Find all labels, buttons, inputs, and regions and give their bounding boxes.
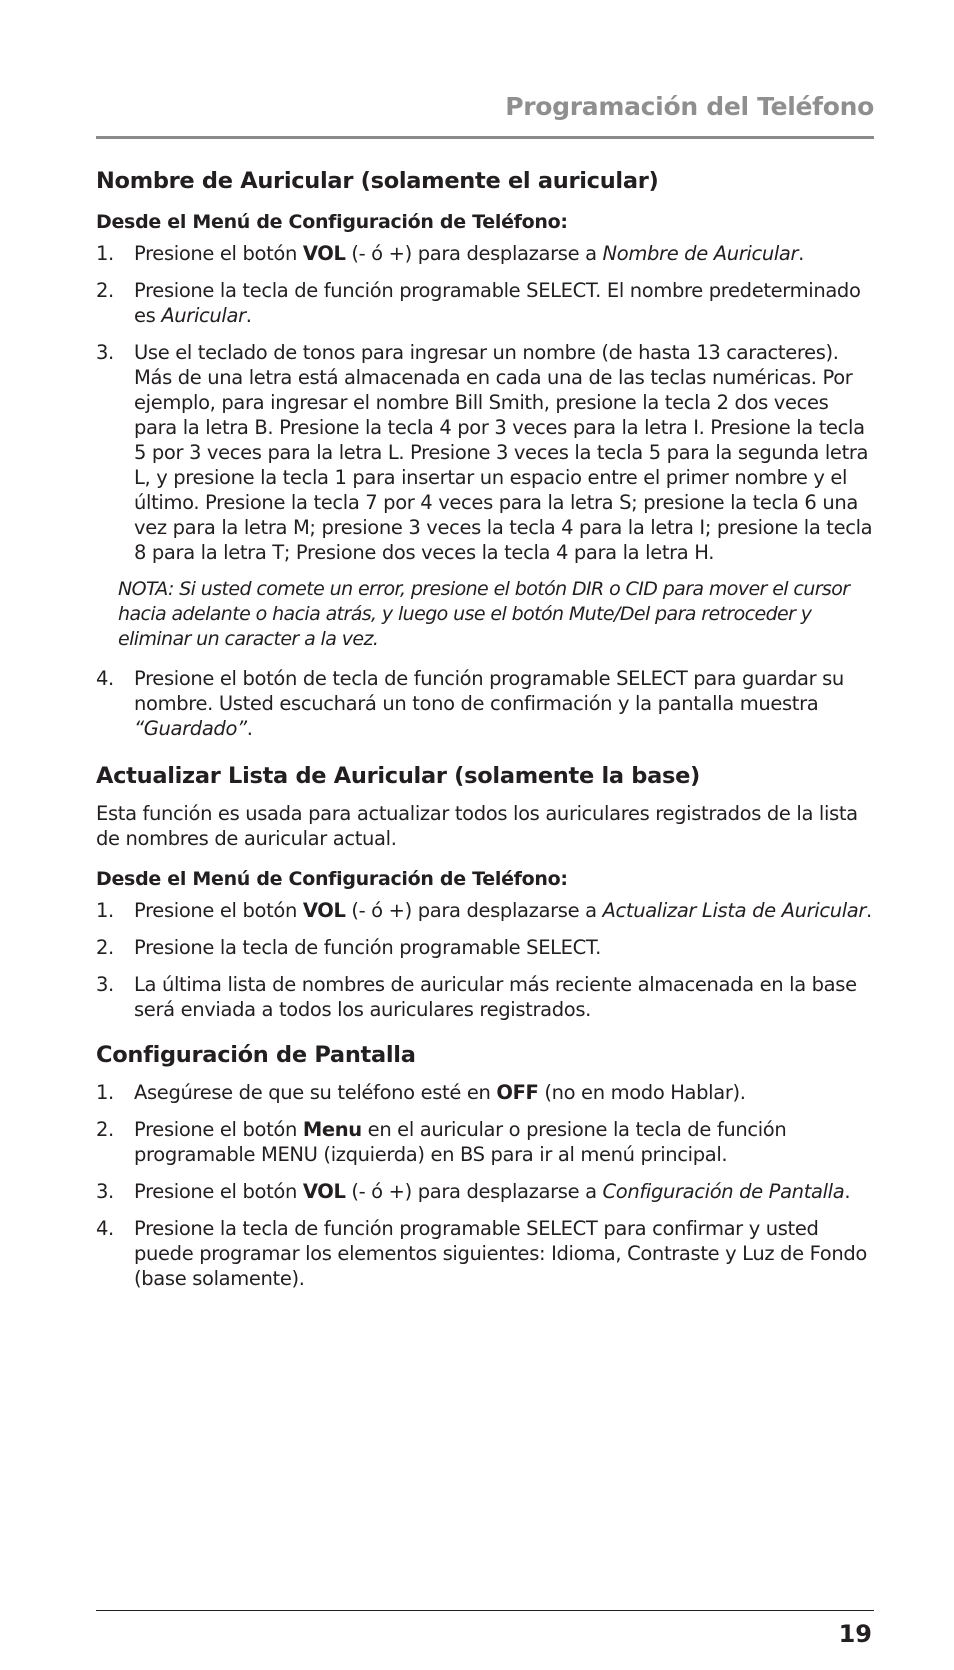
step-text: (- ó +) para desplazarse a: [345, 899, 603, 922]
list-item: [96, 278, 874, 328]
step-text: La última lista de nombres de auricular más reciente almacenada en la base será enviada a todos los auriculares registrados.: [134, 973, 857, 1021]
step-text: Presione la tecla de función programable SELECT. El nombre predeterminado es: [134, 279, 861, 327]
list-item: [96, 898, 874, 923]
step-text: .: [246, 717, 253, 740]
step-text: Presione la tecla de función programable SELECT.: [134, 936, 602, 959]
list-item: [96, 935, 874, 960]
step-text: Presione el botón: [134, 899, 303, 922]
list-item: [96, 1080, 874, 1105]
step-text: (no en modo Hablar).: [538, 1081, 746, 1104]
menu-target: Configuración de Pantalla: [602, 1180, 845, 1203]
key-label: OFF: [496, 1081, 539, 1104]
section-subheading: Desde el Menú de Configuración de Teléfono:: [96, 868, 568, 890]
step-text: Presione el botón: [134, 1180, 303, 1203]
step-number: 1.: [96, 242, 114, 265]
list-item: [96, 1117, 874, 1167]
key-label: Menu: [302, 1118, 362, 1141]
step-text: Asegúrese de que su teléfono esté en: [134, 1081, 497, 1104]
step-number: 2.: [96, 1118, 114, 1141]
step-text: Presione el botón de tecla de función programable SELECT para guardar su nombre. Usted escuchará un tono de confirmación y la pantalla muestra: [134, 667, 844, 715]
menu-target: Auricular: [161, 304, 246, 327]
step-number: 3.: [96, 341, 114, 364]
section-heading-configuracion-pantalla: Configuración de Pantalla: [96, 1042, 416, 1068]
page-content: [96, 166, 874, 1303]
step-number: 1.: [96, 1081, 114, 1104]
step-text: .: [844, 1180, 851, 1203]
step-text: .: [245, 304, 252, 327]
list-item: [96, 241, 874, 266]
step-number: 4.: [96, 1217, 114, 1240]
step-text: en el auricular o presione la tecla de función programable MENU (izquierda) en BS para ir al menú principal.: [134, 1118, 787, 1166]
step-number: 2.: [96, 936, 114, 959]
step-text: Presione la tecla de función programable SELECT para confirmar y usted puede programar los elementos siguientes: Idioma, Contraste y Luz de Fondo (base solamente).: [134, 1217, 867, 1290]
step-text: (- ó +) para desplazarse a: [345, 242, 603, 265]
step-number: 4.: [96, 667, 114, 690]
list-item: [96, 1216, 874, 1291]
step-text: .: [866, 899, 872, 922]
steps-list: [96, 898, 874, 1022]
menu-target: Nombre de Auricular: [602, 242, 799, 265]
section-heading-actualizar-lista: Actualizar Lista de Auricular (solamente la base): [96, 763, 701, 789]
step-text: Presione el botón: [134, 1118, 303, 1141]
list-item: [96, 666, 874, 741]
note-text: NOTA: Si usted comete un error, presione el botón DIR o CID para mover el cursor hacia adelante o hacia atrás, y luego use el botón Mute/Del para retroceder y eliminar un caracter a la vez.: [118, 578, 850, 650]
section-subheading: Desde el Menú de Configuración de Teléfono:: [96, 211, 568, 233]
menu-target: “Guardado”: [134, 717, 247, 740]
step-number: 3.: [96, 973, 114, 996]
step-number: 3.: [96, 1180, 114, 1203]
step-number: 2.: [96, 279, 114, 302]
section-intro: Esta función es usada para actualizar todos los auriculares registrados de la lista de nombres de auricular actual.: [96, 802, 858, 850]
steps-list: [96, 1080, 874, 1291]
list-item: [96, 972, 874, 1022]
steps-list: [96, 666, 874, 741]
list-item: [96, 340, 874, 565]
step-text: (- ó +) para desplazarse a: [345, 1180, 603, 1203]
section-heading-nombre-auricular: Nombre de Auricular (solamente el auricular): [96, 168, 659, 194]
step-text: Presione el botón: [134, 242, 303, 265]
page-header-title: Programación del Teléfono: [505, 92, 874, 121]
menu-target: Actualizar Lista de Auricular: [602, 899, 867, 922]
list-item: [96, 1179, 874, 1204]
page-number: 19: [838, 1620, 872, 1648]
step-text: .: [798, 242, 805, 265]
step-number: 1.: [96, 899, 114, 922]
footer-divider: [96, 1610, 874, 1611]
step-text: Use el teclado de tonos para ingresar un nombre (de hasta 13 caracteres). Más de una letra está almacenada en cada una de las teclas numéricas. Por ejemplo, para ingresar el nombre Bill Smith, presione la tecla 2 dos veces para la letra B. Presione la tecla 4 por 3 veces para la letra I. Presione la tecla 5 por 3 veces para la letra L. Presione 3 veces la tecla 5 para la segunda letra L, y presione la tecla 1 para insertar un espacio entre el primer nombre y el último. Presione la tecla 7 por 4 veces para la letra S; presione la tecla 6 una vez para la letra M; presione 3 veces la tecla 4 para la letra I; presione la tecla 8 para la letra T; Presione dos veces la tecla 4 para la letra H.: [134, 341, 873, 564]
key-label: VOL: [302, 1180, 346, 1203]
steps-list: [96, 241, 874, 565]
key-label: VOL: [302, 899, 346, 922]
header-divider: [96, 136, 874, 139]
key-label: VOL: [302, 242, 346, 265]
